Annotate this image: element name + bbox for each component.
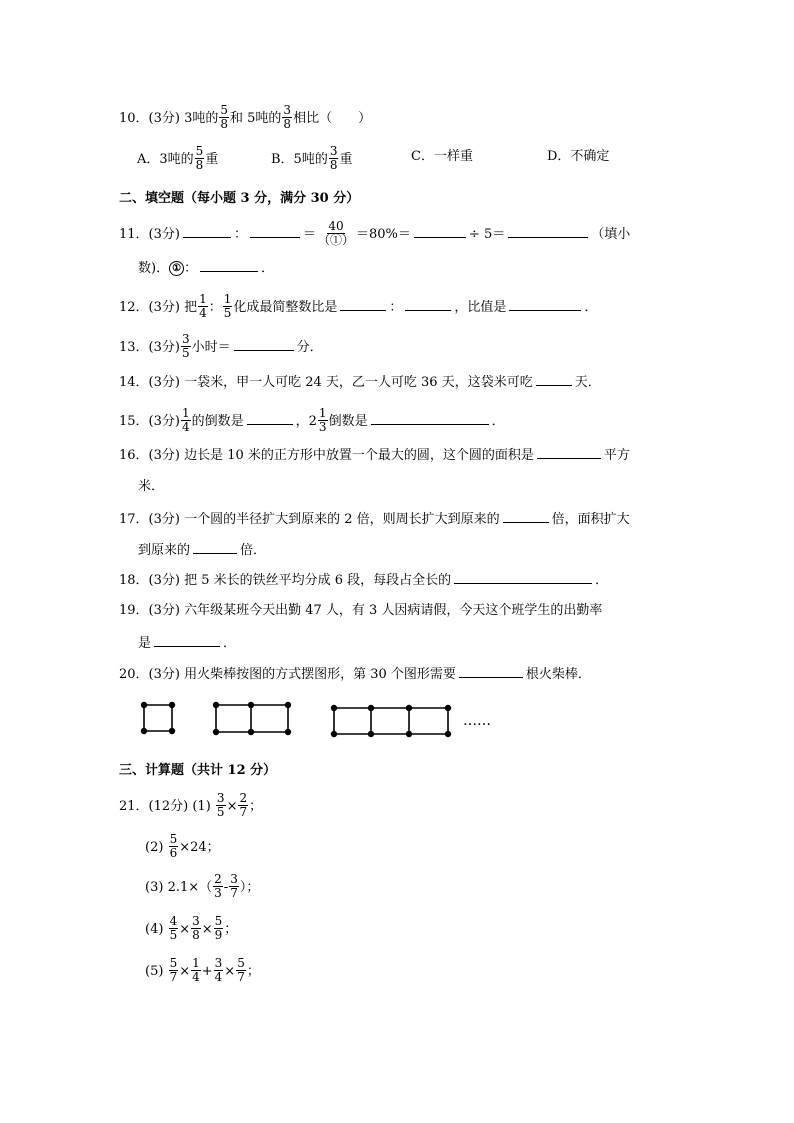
times-sign: × [201, 922, 213, 937]
denominator: 8 [329, 158, 338, 172]
times-sign: × [224, 964, 236, 979]
q14-end: 天． [574, 375, 601, 390]
denominator: 5 [216, 805, 225, 819]
denominator: 8 [220, 117, 229, 131]
q17-mid: 倍，面积扩大 [551, 512, 630, 527]
numerator: 1 [199, 292, 207, 306]
answer-blank[interactable] [340, 298, 386, 311]
numerator: 3 [283, 103, 292, 117]
denominator: 4 [199, 306, 207, 320]
answer-blank[interactable] [183, 225, 231, 238]
answer-blank[interactable] [537, 446, 601, 459]
answer-blank[interactable] [503, 510, 549, 523]
question-21-part-5 [145, 958, 260, 985]
denominator: 3 [214, 886, 222, 900]
numerator: 2 [214, 872, 222, 886]
question-10 [119, 105, 371, 132]
numerator: 3 [329, 144, 338, 158]
numerator: 1 [223, 292, 232, 306]
fraction [282, 104, 292, 131]
question-11-line2 [138, 259, 274, 278]
q16-text: 16．(3分) 边长是 10 米的正方形中放置一个最大的圆，这个圆的面积是 [119, 448, 534, 463]
option-a-label: A．3吨的 [137, 152, 194, 167]
option-b[interactable] [271, 146, 352, 173]
fraction [214, 957, 224, 984]
fraction [216, 792, 226, 819]
fraction [191, 915, 201, 942]
q15-comma: ， [295, 414, 309, 429]
answer-blank[interactable] [459, 665, 523, 678]
question-11 [119, 221, 630, 248]
q11-colon2: ： [184, 261, 198, 276]
q21-p3-end: ）； [239, 880, 260, 895]
circled-one: ① [169, 261, 184, 276]
denominator: 4 [214, 970, 223, 984]
q11-eq: ＝ [302, 227, 316, 242]
question-19: 19．(3分) 六年级某班今天出勤 47 人，有 3 人因病请假，今天这个班学生的出勤率 [119, 603, 603, 618]
question-19-line2 [138, 634, 236, 653]
question-21-part-4 [145, 916, 237, 943]
option-b-tail: 重 [339, 152, 353, 167]
q10-text: 10．(3分) 3吨的 [119, 111, 219, 126]
question-21-part-2 [145, 834, 220, 861]
part-label: (3) [145, 880, 164, 895]
question-16 [119, 446, 630, 465]
q11-tail: （填小 [591, 227, 631, 242]
answer-blank[interactable] [405, 298, 451, 311]
q14-text: 14．(3分) 一袋米，甲一人可吃 24 天，乙一人可吃 36 天，这袋米可吃 [119, 375, 533, 390]
q17-line2-text: 到原来的 [138, 543, 191, 558]
answer-blank[interactable] [414, 225, 466, 238]
answer-blank[interactable] [154, 634, 220, 647]
fraction [169, 957, 179, 984]
denominator: 8 [195, 158, 204, 172]
q12-mid: 化成最简整数比是 [233, 300, 338, 315]
matchstick-figure-2 [214, 703, 291, 735]
q17-end: 倍． [240, 543, 267, 558]
numerator: 3 [181, 332, 190, 346]
q11-end: ． [261, 261, 275, 276]
numerator: 5 [195, 144, 204, 158]
question-13 [119, 334, 323, 361]
denominator: 7 [237, 970, 245, 984]
q13-end: 分． [296, 340, 323, 355]
question-17 [119, 510, 630, 529]
question-20 [119, 665, 591, 684]
option-a[interactable] [137, 146, 218, 173]
question-21-part-1 [119, 793, 262, 820]
answer-blank[interactable] [454, 571, 592, 584]
numerator: 5 [214, 914, 223, 928]
mixed-number-whole: 2 [308, 414, 317, 429]
fraction [219, 104, 229, 131]
times-sign: × [226, 799, 238, 814]
option-b-label: B．5吨的 [271, 152, 328, 167]
q21-num: 21．(12分) (1) [119, 799, 211, 814]
answer-blank[interactable] [234, 338, 294, 351]
times-sign: × [179, 922, 191, 937]
question-14 [119, 373, 601, 392]
q19-end: ． [223, 636, 237, 651]
numerator: 2 [239, 791, 248, 805]
times-sign: × [179, 964, 191, 979]
q21-p3-pre: 2.1×（ [167, 880, 213, 895]
matchstick-figure-3 [332, 706, 451, 737]
fraction [195, 145, 205, 172]
denominator: 6 [169, 846, 178, 860]
denominator: 5 [223, 306, 232, 320]
q19-line2-text: 是 [138, 636, 152, 651]
fraction [318, 407, 328, 434]
answer-blank[interactable] [250, 225, 300, 238]
denominator: 3 [318, 420, 327, 434]
q11-eq2: ＝80%＝ [356, 227, 411, 242]
numerator: 3 [230, 872, 238, 886]
q12-end: ． [584, 300, 598, 315]
numerator: 40 [328, 219, 344, 233]
q12-colon2: ： [389, 300, 403, 315]
q13-mid: 小时＝ [191, 340, 231, 355]
answer-blank[interactable] [536, 373, 572, 386]
answer-blank[interactable] [508, 225, 588, 238]
numerator: 4 [169, 914, 178, 928]
q11-num: 11．(3分) [119, 227, 180, 242]
denominator: 9 [214, 928, 223, 942]
question-15 [119, 408, 505, 435]
q15-end: ． [491, 414, 505, 429]
numerator: 3 [216, 791, 225, 805]
fraction [214, 915, 224, 942]
fraction [238, 792, 248, 819]
question-17-line2 [138, 541, 266, 560]
q12-num: 12．(3分) 把 [119, 300, 198, 315]
q20-text: 20．(3分) 用火柴棒按图的方式摆图形，第 30 个图形需要 [119, 667, 456, 682]
q18-text: 18．(3分) 把 5 米长的铁丝平均分成 6 段，每段占全长的 [119, 573, 452, 588]
fraction [169, 833, 179, 860]
answer-blank[interactable] [193, 541, 237, 554]
denominator: （①） [318, 233, 355, 247]
part-label: (2) [145, 840, 164, 855]
answer-blank[interactable] [200, 259, 258, 272]
option-d[interactable]: D．不确定 [547, 149, 610, 164]
q10-mid: 和 5吨的 [230, 111, 282, 126]
option-a-tail: 重 [205, 152, 219, 167]
fraction [317, 220, 355, 247]
denominator: 7 [169, 970, 178, 984]
q11-colon: ： [233, 227, 247, 242]
matchstick-figure-1 [142, 703, 175, 734]
q11-div: ÷ 5＝ [468, 227, 506, 242]
fraction [236, 957, 246, 984]
minus-sign: - [223, 880, 229, 895]
section-heading-calculation: 三、计算题（共计 12 分） [119, 763, 277, 778]
q21-p5-end: ； [246, 964, 260, 979]
section-heading-fill-in: 二、填空题（每小题 3 分，满分 30 分） [119, 191, 360, 206]
denominator: 5 [169, 928, 178, 942]
fraction [223, 293, 233, 320]
fraction [181, 407, 191, 434]
denominator: 7 [230, 886, 238, 900]
denominator: 7 [239, 805, 248, 819]
q18-end: ． [595, 573, 609, 588]
question-18 [119, 571, 608, 590]
answer-blank[interactable] [509, 298, 581, 311]
q15-mid2: 倒数是 [328, 414, 368, 429]
question-21-part-3 [145, 874, 259, 901]
numerator: 1 [192, 956, 200, 970]
part-label: (5) [145, 964, 164, 979]
numerator: 3 [214, 956, 223, 970]
denominator: 8 [192, 928, 200, 942]
q16-end: 平方 [603, 448, 630, 463]
denominator: 4 [181, 420, 190, 434]
q12-colon: ： [208, 300, 222, 315]
numerator: 1 [318, 406, 327, 420]
fraction [213, 873, 223, 900]
q17-text: 17．(3分) 一个圆的半径扩大到原来的 2 倍，则周长扩大到原来的 [119, 512, 500, 527]
q20-end: 根火柴棒． [525, 667, 591, 682]
fraction [198, 293, 208, 320]
q21-p1-end: ； [249, 799, 263, 814]
ellipsis: …… [463, 713, 491, 729]
fraction [191, 957, 201, 984]
fraction [181, 333, 191, 360]
numerator: 5 [169, 832, 178, 846]
matchstick-figures [136, 697, 506, 743]
q11-line2-text: 数)． [138, 261, 170, 276]
question-16-line2: 米． [138, 479, 165, 494]
fraction [229, 873, 239, 900]
q15-mid: 的倒数是 [191, 414, 244, 429]
fraction [329, 145, 339, 172]
numerator: 5 [237, 956, 245, 970]
q15-num: 15．(3分) [119, 414, 180, 429]
numerator: 1 [181, 406, 190, 420]
option-c[interactable]: C．一样重 [411, 149, 473, 164]
numerator: 5 [169, 956, 178, 970]
q10-tail: 相比（ ） [293, 111, 372, 126]
answer-blank[interactable] [371, 412, 489, 425]
q21-p4-end: ； [224, 922, 238, 937]
numerator: 5 [220, 103, 229, 117]
q12-mid2: ，比值是 [454, 300, 507, 315]
denominator: 5 [181, 346, 190, 360]
answer-blank[interactable] [247, 412, 293, 425]
part-label: (4) [145, 922, 164, 937]
fraction [169, 915, 179, 942]
q13-num: 13．(3分) [119, 340, 180, 355]
question-12 [119, 294, 597, 321]
q21-p2-rest: ×24； [179, 840, 220, 855]
numerator: 3 [192, 914, 200, 928]
plus-sign: + [201, 964, 213, 979]
denominator: 4 [192, 970, 200, 984]
denominator: 8 [283, 117, 292, 131]
